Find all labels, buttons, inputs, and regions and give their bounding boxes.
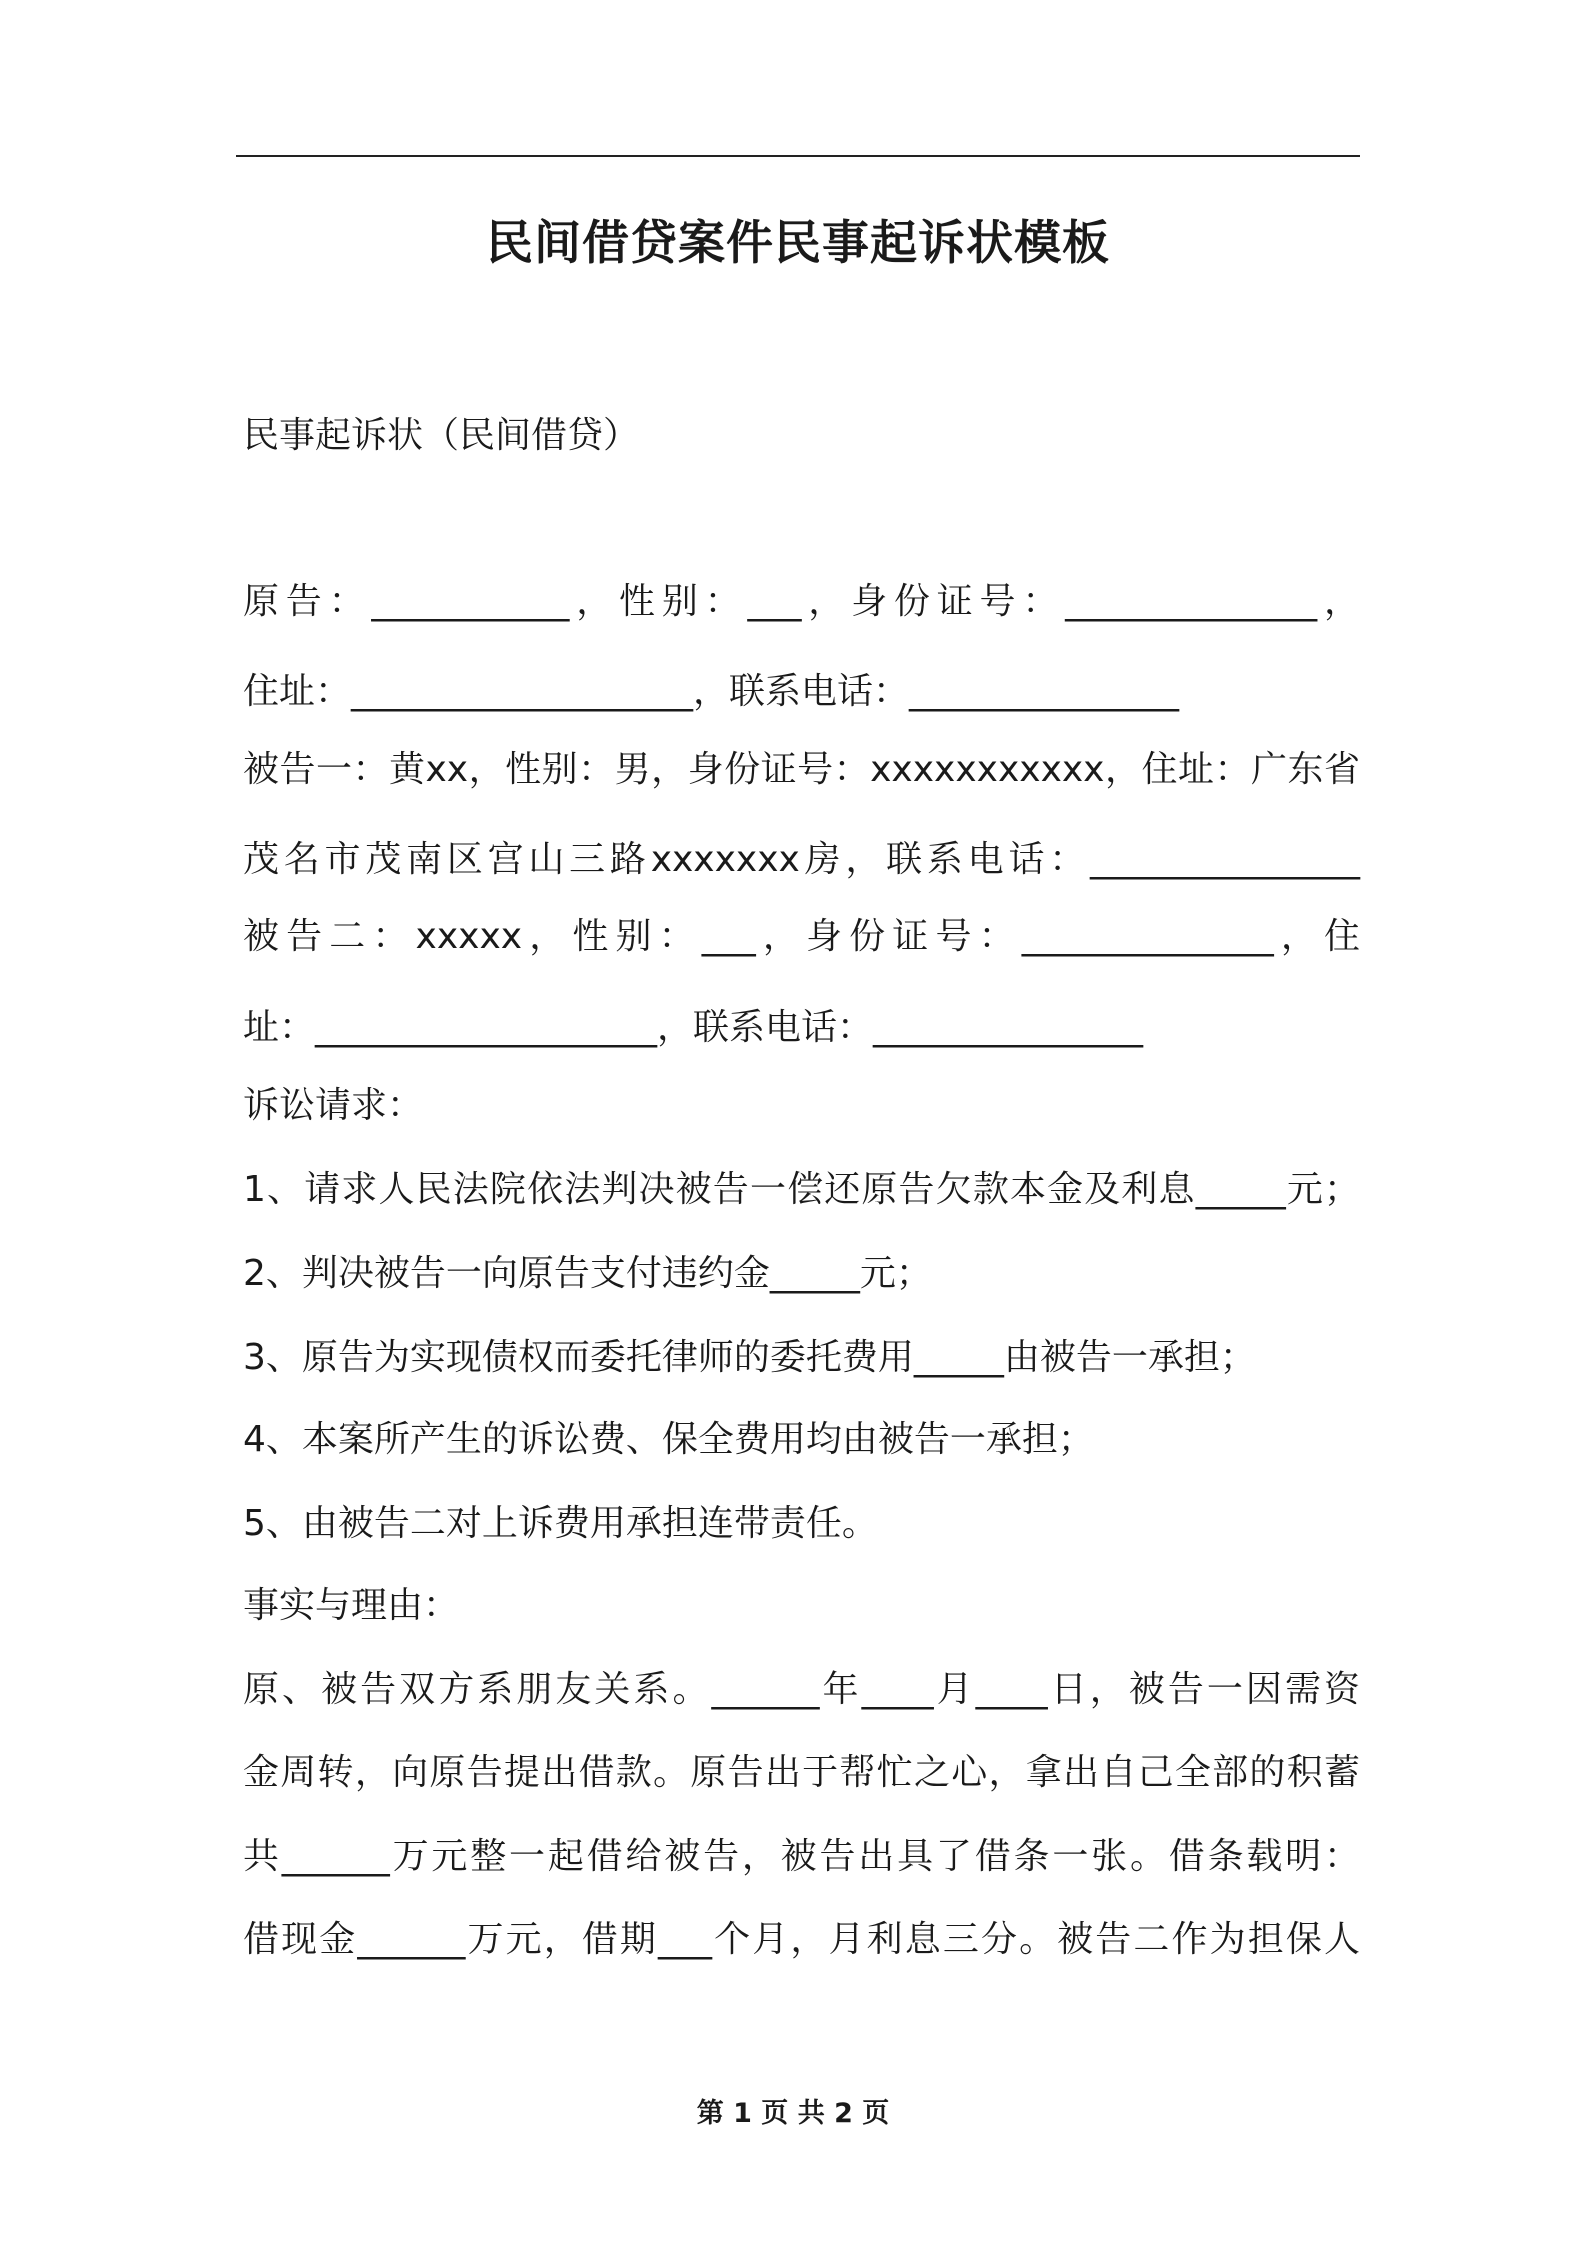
defendant-one-line-1: 被告一：黄xx，性别：男，身份证号：xxxxxxxxxxx，住址：广东省 <box>243 749 1360 790</box>
page-number: 第 1 页 共 2 页 <box>696 2098 890 2129</box>
defendant-two-line-2: 址：___________________，联系电话：_______________ <box>243 1007 1144 1048</box>
header-rule <box>236 155 1360 157</box>
facts-heading: 事实与理由： <box>243 1585 460 1626</box>
facts-paragraph-line: 借现金______万元，借期___个月，月利息三分。被告二作为担保人 <box>243 1919 1360 1960</box>
claim-item: 3、原告为实现债权而委托律师的委托费用_____由被告一承担； <box>243 1337 1256 1378</box>
plaintiff-line-2: 住址：___________________，联系电话：_______________ <box>243 671 1180 712</box>
claim-item: 5、由被告二对上诉费用承担连带责任。 <box>243 1503 878 1544</box>
claim-item: 2、判决被告一向原告支付违约金_____元； <box>243 1253 932 1294</box>
defendant-one-line-2: 茂名市茂南区宫山三路xxxxxxx房，联系电话：_______________ <box>243 839 1360 880</box>
claim-item: 1、请求人民法院依法判决被告一偿还原告欠款本金及利息_____元； <box>243 1169 1360 1210</box>
facts-paragraph-line: 金周转，向原告提出借款。原告出于帮忙之心，拿出自己全部的积蓄 <box>243 1752 1360 1793</box>
claims-heading: 诉讼请求： <box>243 1085 424 1126</box>
facts-paragraph-line: 原、被告双方系朋友关系。______年____月____日，被告一因需资 <box>243 1669 1360 1710</box>
defendant-two-line-1: 被告二：xxxxx，性别：___，身份证号：______________，住 <box>243 916 1360 957</box>
document-subtitle: 民事起诉状（民间借贷） <box>243 415 640 456</box>
document-title: 民间借贷案件民事起诉状模板 <box>486 216 1110 271</box>
facts-paragraph-line: 共______万元整一起借给被告，被告出具了借条一张。借条载明： <box>243 1836 1360 1877</box>
claim-item: 4、本案所产生的诉讼费、保全费用均由被告一承担； <box>243 1419 1094 1460</box>
plaintiff-line-1: 原告：___________，性别：___，身份证号：______________， <box>243 581 1360 622</box>
